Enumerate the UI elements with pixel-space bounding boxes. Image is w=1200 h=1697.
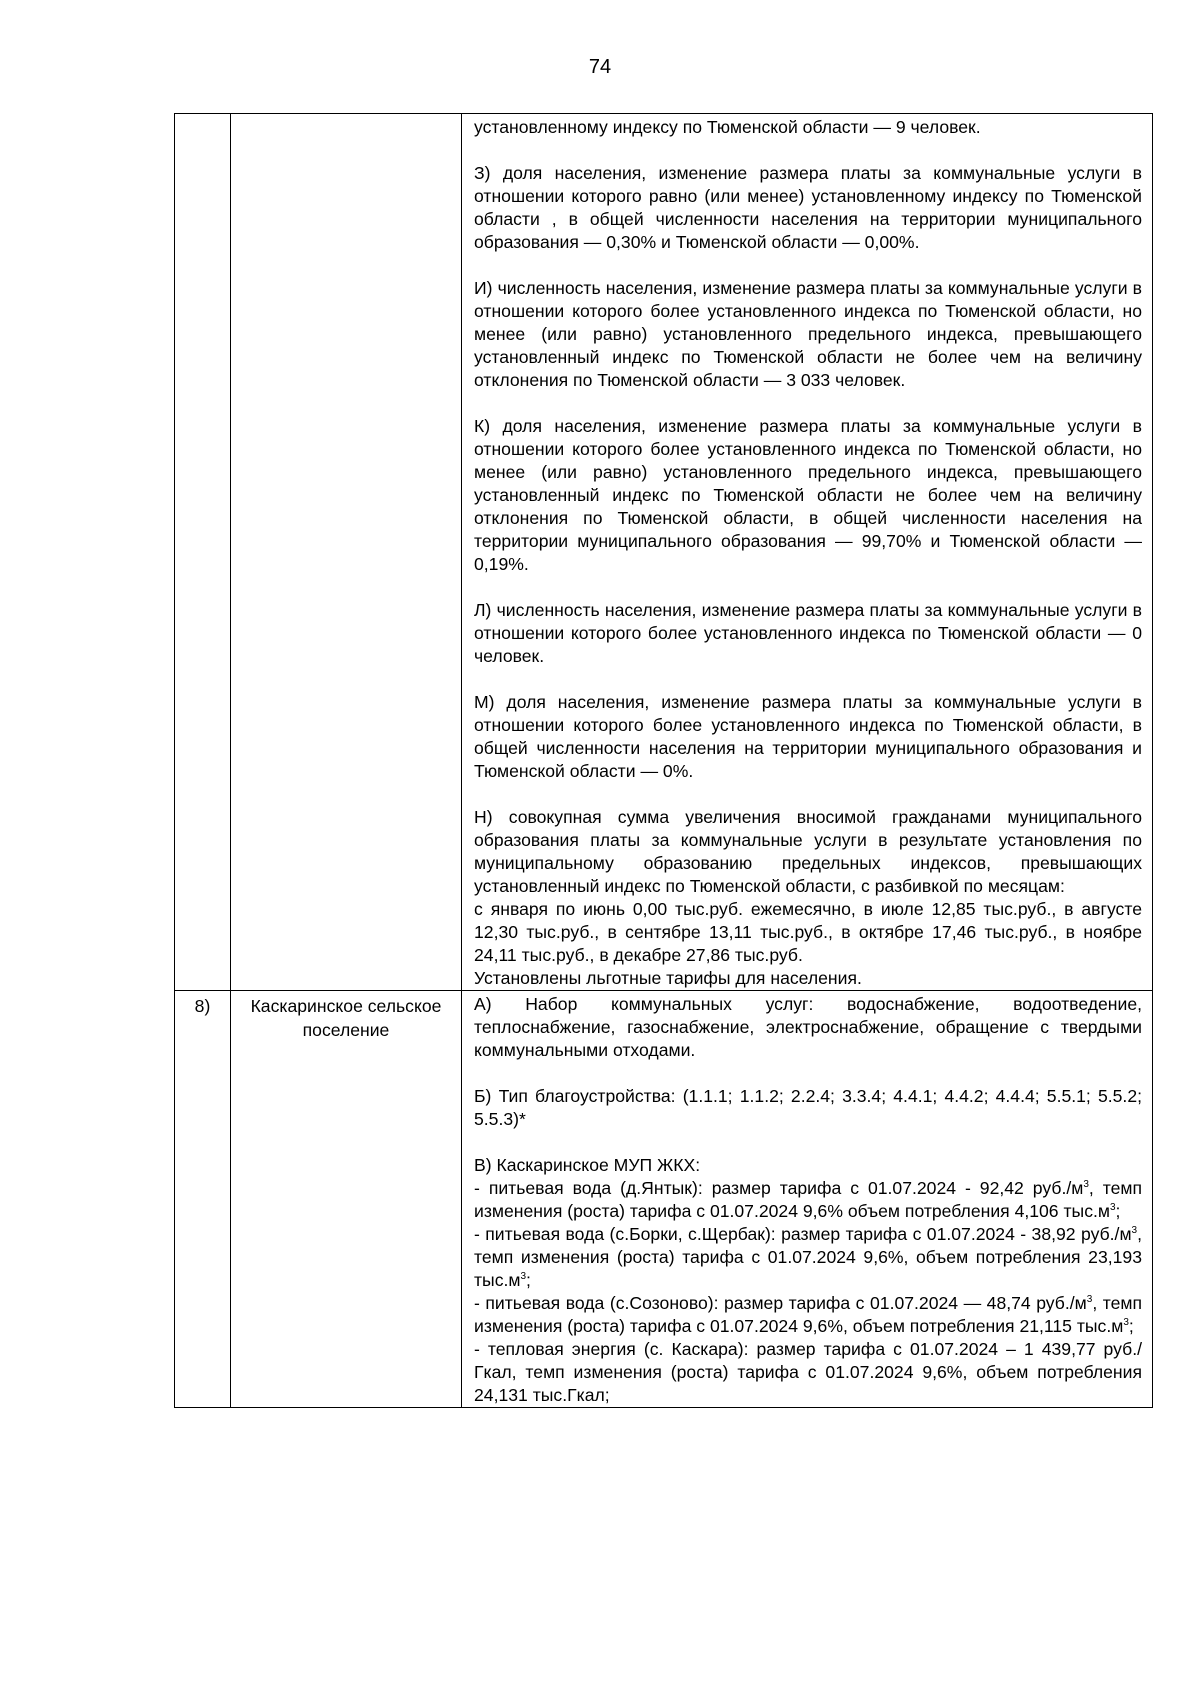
superscript: 3 [520,1271,527,1283]
superscript: 3 [1109,1202,1116,1214]
superscript: 3 [1086,1294,1093,1306]
tariff-item: - питьевая вода (с.Борки, с.Щербак): размер тарифа с 01.07.2024 - 38,92 $руб./м^3$, темп изменения (роста) тарифа с 01.07.2024 9,6%, объем потребления 23,193 $тыс.м^3$; [474,1224,1142,1290]
table-row-continued [175,114,1153,991]
paragraph-v [474,1154,1142,1407]
paragraph-n-months: с января по июнь 0,00 тыс.руб. ежемесячно, в июле 12,85 тыс.руб., в августе 12,30 тыс.руб., в сентябре 13,11 тыс.руб., в октябре 17,46 тыс.руб., в ноябре 24,11 тыс.руб., в декабре 27,86 тыс.руб. [474,899,1142,965]
tariff-item-heat: - тепловая энергия (с. Каскара): размер тарифа с 01.07.2024 – 1 439,77 руб./Гкал, темп изменения (роста) тарифа с 01.07.2024 9,6%, объем потребления 24,131 тыс.Гкал; [474,1339,1142,1405]
paragraph-a: А) Набор коммунальных услуг: водоснабжение, водоотведение, теплоснабжение, газоснабжение, электроснабжение, обращение с твердыми коммунальными отходами. [474,994,1142,1060]
superscript: 3 [1083,1179,1089,1191]
row-name: Каскаринское сельское поселение [250,996,442,1040]
row-number-cell [175,991,231,1408]
row-name-cell [231,991,462,1408]
table-row-8 [175,991,1153,1408]
row-number: 8) [194,996,211,1016]
superscript: 3 [1131,1225,1138,1237]
document-table [174,113,1153,1408]
paragraph-i: И) численность населения, изменение размера платы за коммунальные услуги в отношении которого более установленного индекса по Тюменской области, но менее (или равно) установленного предельного индекса, превышающего установленный индекс по Тюменской области не более чем на величину отклонения по Тюменской области — 3 033 человек. [474,278,1142,390]
superscript: 3 [1123,1317,1129,1329]
row-name-cell [231,114,462,991]
paragraph-v-title: В) Каскаринское МУП ЖКХ: [474,1155,701,1175]
paragraph-n [474,806,1142,990]
row-content-cell [462,991,1153,1408]
paragraph-m: М) доля населения, изменение размера платы за коммунальные услуги в отношении которого более установленного индекса по Тюменской области, в общей численности населения на территории муниципального образования и Тюменской области — 0%. [474,692,1142,781]
paragraph-n-intro: Н) совокупная сумма увеличения вносимой гражданами муниципального образования платы за коммунальные услуги в результате установления по муниципальному образованию предельных индексов, превышающих установленный индекс по Тюменской области, с разбивкой по месяцам: [474,807,1142,896]
paragraph-k: К) доля населения, изменение размера платы за коммунальные услуги в отношении которого более установленного индекса по Тюменской области, но менее (или равно) установленного предельного индекса, превышающего установленный индекс по Тюменской области не более чем на величину отклонения по Тюменской области, в общей численности населения на территории муниципального образования — 99,70% и Тюменской области — 0,19%. [474,416,1142,574]
paragraph-z: З) доля населения, изменение размера платы за коммунальные услуги в отношении которого равно (или менее) установленному индексу по Тюменской области , в общей численности населения на территории муниципального образования — 0,30% и Тюменской области — 0,00%. [474,163,1142,252]
row-content-cell [462,114,1153,991]
tariff-item: - питьевая вода (с.Созоново): размер тарифа с 01.07.2024 — 48,74 $руб./м^3$, темп изменения (роста) тарифа с 01.07.2024 9,6%, объем потребления 21,115 $тыс.м^3$; [474,1293,1143,1336]
paragraph-b: Б) Тип благоустройства: (1.1.1; 1.1.2; 2.2.4; 3.3.4; 4.4.1; 4.4.2; 4.4.4; 5.5.1; 5.5.2; 5.5.3)* [474,1086,1142,1129]
row-number-cell [175,114,231,991]
paragraph-continued: установленному индексу по Тюменской области — 9 человек. [474,117,981,137]
paragraph-n-note: Установлены льготные тарифы для населения. [474,968,862,988]
paragraph-l: Л) численность населения, изменение размера платы за коммунальные услуги в отношении которого более установленного индекса по Тюменской области — 0 человек. [474,600,1142,666]
tariff-item: - питьевая вода (д.Янтык): размер тарифа с 01.07.2024 - 92,42 $руб./м^3$, темп изменения (роста) тарифа с 01.07.2024 9,6% объем потребления 4,106 $тыс.м^3$; [474,1178,1143,1221]
page-number: 74 [588,56,612,78]
